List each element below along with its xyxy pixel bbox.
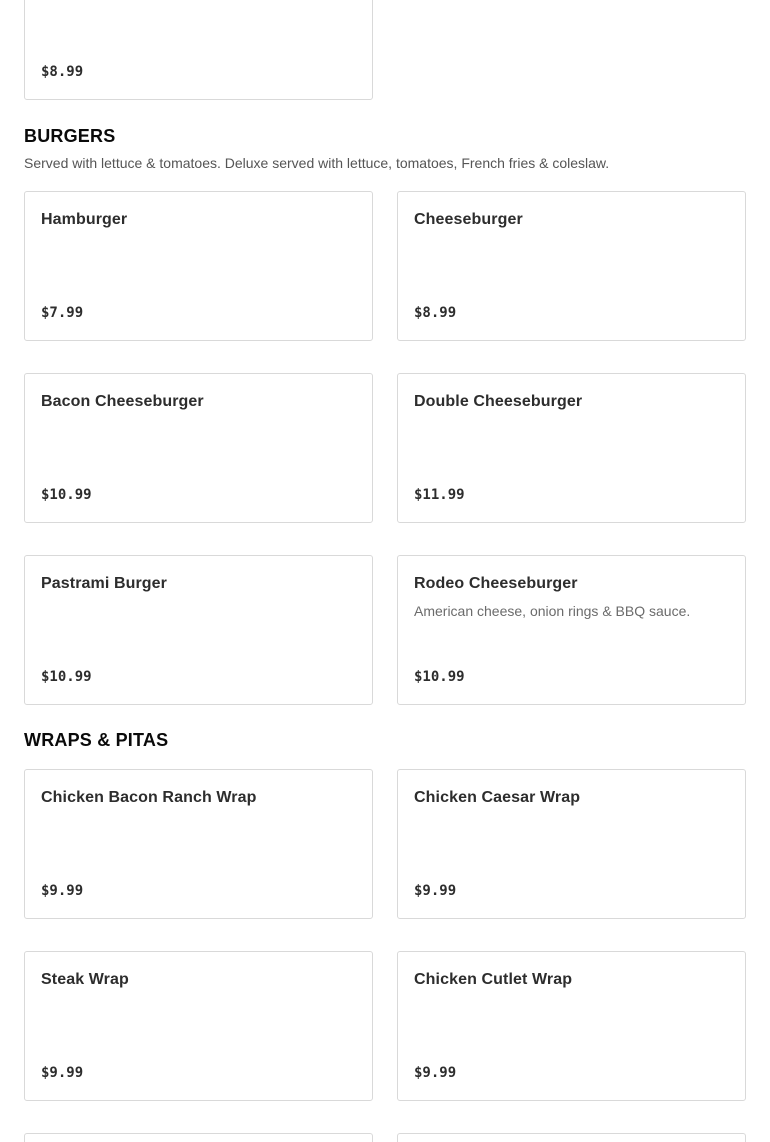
menu-item-card[interactable] <box>24 769 373 919</box>
item-price: $10.99 <box>41 669 92 685</box>
section-title-wraps: WRAPS & PITAS <box>24 730 169 750</box>
item-price: $7.99 <box>41 305 84 321</box>
item-price: $8.99 <box>414 305 457 321</box>
item-name: Chicken Cutlet Wrap <box>414 971 573 988</box>
item-price: $8.99 <box>41 64 84 80</box>
section-description-burgers: Served with lettuce & tomatoes. Deluxe served with lettuce, tomatoes, French fries & coleslaw. <box>24 155 610 171</box>
menu-item-card[interactable] <box>397 769 746 919</box>
menu-item-card[interactable] <box>24 951 373 1101</box>
menu-item-card[interactable] <box>397 373 746 523</box>
menu-item-card[interactable] <box>397 555 746 705</box>
item-name: Pastrami Burger <box>41 575 167 592</box>
menu-item-card[interactable] <box>397 191 746 341</box>
menu-item-card[interactable] <box>24 1133 373 1142</box>
item-description: American cheese, onion rings & BBQ sauce. <box>414 603 691 619</box>
item-name: Chicken Caesar Wrap <box>414 789 581 806</box>
menu-item-card[interactable] <box>24 191 373 341</box>
item-price: $10.99 <box>414 669 465 685</box>
item-price: $9.99 <box>41 1065 84 1081</box>
item-price: $9.99 <box>41 883 84 899</box>
menu-item-card[interactable] <box>24 0 373 100</box>
menu-item-card[interactable] <box>24 373 373 523</box>
menu-item-card[interactable] <box>397 951 746 1101</box>
item-price: $10.99 <box>41 487 92 503</box>
item-name: Steak Wrap <box>41 971 129 988</box>
item-name: Chicken Bacon Ranch Wrap <box>41 789 257 806</box>
item-name: Rodeo Cheeseburger <box>414 575 578 592</box>
item-price: $11.99 <box>414 487 465 503</box>
item-price: $9.99 <box>414 883 457 899</box>
item-name: Double Cheeseburger <box>414 393 583 410</box>
section-title-burgers: BURGERS <box>24 126 116 146</box>
menu-item-card[interactable] <box>397 1133 746 1142</box>
item-name: Hamburger <box>41 211 128 228</box>
menu-item-card[interactable] <box>24 555 373 705</box>
item-price: $9.99 <box>414 1065 457 1081</box>
item-name: Bacon Cheeseburger <box>41 393 204 410</box>
item-name: Cheeseburger <box>414 211 523 228</box>
